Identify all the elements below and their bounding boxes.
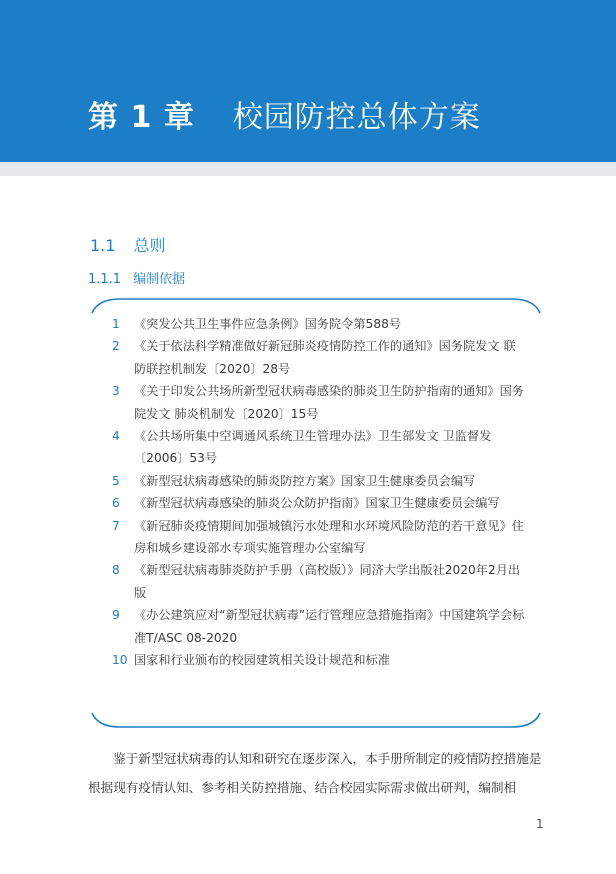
list-item <box>112 604 527 649</box>
section-number: 1.1 <box>90 236 116 255</box>
reference-index: 5 <box>112 473 120 488</box>
list-item <box>112 515 527 560</box>
reference-index: 2 <box>112 339 120 354</box>
reference-list <box>112 313 527 672</box>
list-item <box>112 380 527 425</box>
reference-index: 8 <box>112 563 120 578</box>
chapter-title <box>88 92 481 136</box>
list-item <box>112 470 527 492</box>
reference-index: 3 <box>112 384 120 399</box>
reference-text: 《新型冠状病毒肺炎防护手册（高校版）》同济大学出版社2020年2月出版 <box>134 563 521 600</box>
reference-text: 《关于印发公共场所新型冠状病毒感染的肺炎卫生防护指南的通知》国务院发文 肺炎机制发〔2020〕15号 <box>134 384 524 421</box>
frame-bottom-curve <box>92 713 540 727</box>
reference-text: 《办公建筑应对“新型冠状病毒”运行管理应急措施指南》中国建筑学会标准T/ASC 08-2020 <box>134 608 525 645</box>
list-item <box>112 425 527 470</box>
reference-text: 《公共场所集中空调通风系统卫生管理办法》卫生部发文 卫监督发〔2006〕53号 <box>134 429 492 466</box>
reference-index: 1 <box>112 317 120 331</box>
reference-index: 9 <box>112 608 120 623</box>
subsection-number: 1.1.1 <box>88 272 122 287</box>
reference-text: 国家和行业颁布的校园建筑相关设计规范和标准 <box>134 653 390 668</box>
section-title: 总则 <box>133 236 166 255</box>
list-item <box>112 313 527 335</box>
reference-text: 《新型冠状病毒感染的肺炎公众防护指南》国家卫生健康委员会编写 <box>134 496 500 511</box>
list-item <box>112 335 527 380</box>
chapter-number: 第 1 章 <box>88 100 195 135</box>
list-item <box>112 492 527 514</box>
reference-text: 《新冠肺炎疫情期间加强城镇污水处理和水环境风险防范的若干意见》住房和城乡建设部水专项实施管理办公室编写 <box>134 518 524 556</box>
list-item <box>112 559 527 604</box>
reference-index: 7 <box>112 518 120 533</box>
chapter-header-band <box>0 0 616 162</box>
body-paragraph: 鉴于新型冠状病毒的认知和研究在逐步深入，本手册所制定的疫情防控措施是根据现有疫情认知、参考相关防控措施、结合校园实际需求做出研判，编制相 <box>88 751 542 795</box>
header-shadow-strip <box>0 162 616 176</box>
reference-index: 10 <box>112 653 128 668</box>
reference-index: 6 <box>112 496 120 511</box>
frame-top-curve <box>92 299 540 313</box>
reference-index: 4 <box>112 429 120 444</box>
page-number: 1 <box>536 817 544 831</box>
list-item <box>112 649 527 671</box>
reference-text: 《新型冠状病毒感染的肺炎防控方案》国家卫生健康委员会编写 <box>134 473 476 488</box>
subsection-heading <box>88 268 185 287</box>
chapter-name: 校园防控总体方案 <box>232 100 481 135</box>
reference-text: 《突发公共卫生事件应急条例》国务院令第588号 <box>134 317 402 331</box>
reference-text: 《关于依法科学精准做好新冠肺炎疫情防控工作的通知》国务院发文 联防联控机制发〔2020〕28号 <box>134 339 516 376</box>
subsection-title: 编制依据 <box>133 272 186 287</box>
section-heading <box>90 233 165 256</box>
